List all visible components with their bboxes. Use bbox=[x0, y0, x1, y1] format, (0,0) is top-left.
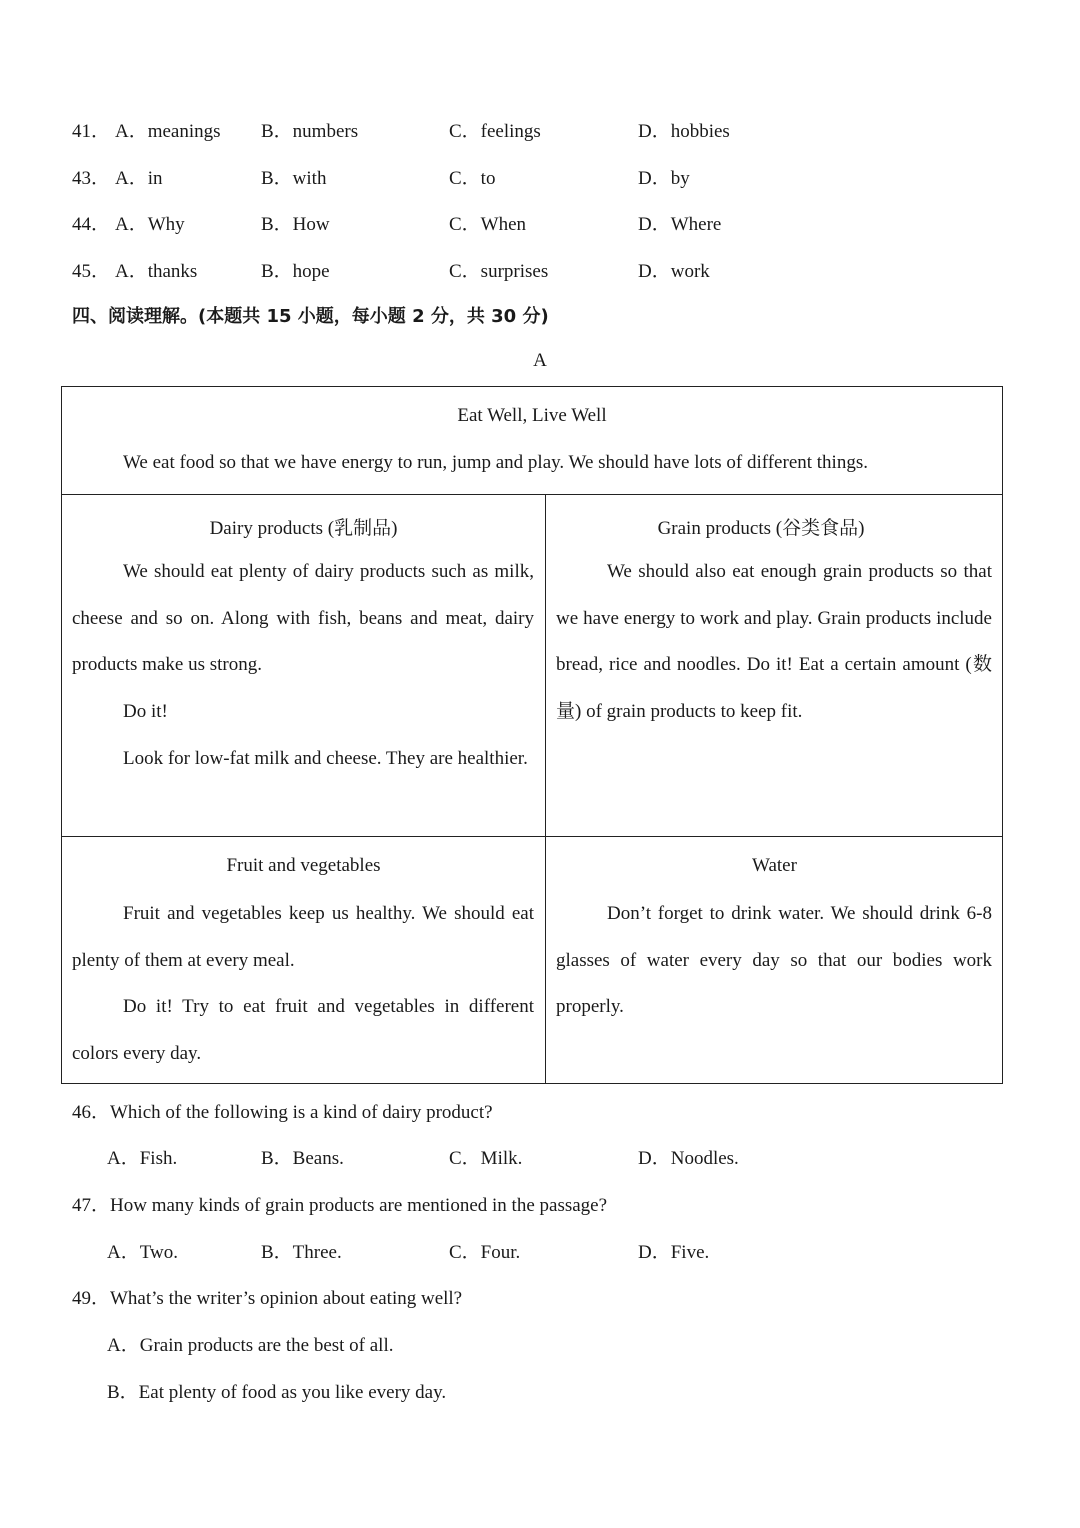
fruit-paragraph: Fruit and vegetables keep us healthy. We should eat plenty of them at every meal. bbox=[72, 903, 534, 971]
q47-option-d: D．Five. bbox=[638, 1242, 710, 1263]
q49-option-a: A．Grain products are the best of all. bbox=[107, 1335, 394, 1356]
table-intro: We eat food so that we have energy to run, jump and play. We should have lots of different things. bbox=[123, 452, 868, 473]
q49-option-b: B．Eat plenty of food as you like every day. bbox=[107, 1382, 447, 1403]
q46-option-b: B．Beans. bbox=[261, 1148, 344, 1169]
question-46: 46．Which of the following is a kind of dairy product? bbox=[72, 1102, 493, 1123]
water-paragraph: Don’t forget to drink water. We should drink 6-8 glasses of water every day so that our bodies work properly. bbox=[556, 903, 992, 1018]
divider bbox=[545, 495, 546, 1083]
option-a: A．thanks bbox=[115, 261, 198, 282]
question-number: 45． bbox=[72, 261, 111, 282]
grain-paragraph: We should also eat enough grain products so that we have energy to work and play. Grain products include bread, rice and noodles. Do it! Eat a certain amount (数量) of grain products to keep fit. bbox=[556, 561, 992, 723]
food-guide-table bbox=[61, 386, 1003, 1084]
option-d: D．Where bbox=[638, 214, 722, 235]
question-number: 41． bbox=[72, 121, 111, 142]
option-d: D．work bbox=[638, 261, 710, 282]
dairy-paragraph: We should eat plenty of dairy products such as milk, cheese and so on. Along with fish, beans and meat, dairy products make us strong. bbox=[72, 561, 534, 676]
fruit-title: Fruit and vegetables bbox=[226, 855, 381, 876]
water-title: Water bbox=[752, 855, 797, 876]
option-d: D．by bbox=[638, 168, 690, 189]
q47-option-b: B．Three. bbox=[261, 1242, 342, 1263]
option-c: C．When bbox=[449, 214, 527, 235]
divider bbox=[62, 836, 1002, 837]
table-title: Eat Well, Live Well bbox=[457, 405, 607, 426]
dairy-tip: Look for low-fat milk and cheese. They are healthier. bbox=[123, 748, 528, 769]
q47-option-a: A．Two. bbox=[107, 1242, 178, 1263]
q46-option-c: C．Milk. bbox=[449, 1148, 523, 1169]
option-b: B．How bbox=[261, 214, 330, 235]
dairy-title: Dairy products (乳制品) bbox=[209, 518, 398, 539]
q47-option-c: C．Four. bbox=[449, 1242, 521, 1263]
option-c: C．to bbox=[449, 168, 496, 189]
passage-letter: A bbox=[533, 350, 547, 371]
option-b: B．numbers bbox=[261, 121, 359, 142]
q46-option-d: D．Noodles. bbox=[638, 1148, 739, 1169]
q46-option-a: A．Fish. bbox=[107, 1148, 178, 1169]
dairy-do-it: Do it! bbox=[123, 701, 168, 722]
option-c: C．surprises bbox=[449, 261, 549, 282]
option-a: A．meanings bbox=[115, 121, 221, 142]
section-title: 四、阅读理解。(本题共 15 小题，每小题 2 分，共 30 分) bbox=[72, 306, 549, 327]
option-a: A．Why bbox=[115, 214, 185, 235]
option-a: A．in bbox=[115, 168, 163, 189]
question-47: 47．How many kinds of grain products are mentioned in the passage? bbox=[72, 1195, 608, 1216]
question-number: 43． bbox=[72, 168, 111, 189]
option-b: B．hope bbox=[261, 261, 330, 282]
fruit-tip: Do it! Try to eat fruit and vegetables in different colors every day. bbox=[72, 996, 534, 1064]
option-c: C．feelings bbox=[449, 121, 541, 142]
question-49: 49．What’s the writer’s opinion about eating well? bbox=[72, 1288, 463, 1309]
grain-title: Grain products (谷类食品) bbox=[657, 518, 865, 539]
divider bbox=[62, 494, 1002, 495]
option-b: B．with bbox=[261, 168, 327, 189]
question-number: 44． bbox=[72, 214, 111, 235]
option-d: D．hobbies bbox=[638, 121, 730, 142]
